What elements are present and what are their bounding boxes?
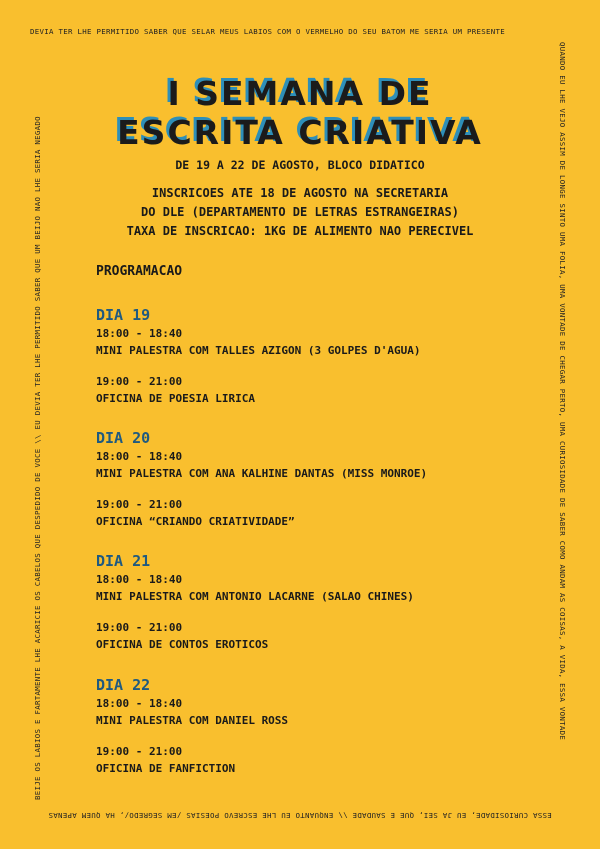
event-title: OFICINA DE FANFICTION — [96, 762, 236, 775]
registration-info-line-1: INSCRICOES ATE 18 DE AGOSTO NA SECRETARIA — [151, 186, 449, 200]
poster-title-line-1: I SEMANA DE — [167, 74, 433, 113]
poster-title-line-2: ESCRITA CRIATIVA — [117, 113, 483, 152]
event-time: 19:00 - 21:00 — [96, 498, 183, 511]
event-dates: DE 19 A 22 DE AGOSTO, BLOCO DIDATICO — [175, 158, 425, 172]
event-title: OFICINA DE CONTOS EROTICOS — [96, 638, 269, 651]
event-title: MINI PALESTRA COM DANIEL ROSS — [96, 714, 289, 727]
event-time: 19:00 - 21:00 — [96, 375, 183, 388]
program-heading: PROGRAMACAO — [96, 264, 183, 279]
day-block — [96, 305, 566, 407]
border-text-left: BEIJE OS LABIOS E FARTAMENTE LHE ACARICIE OS CABELOS QUE DESPEDIDO DE VOCE \\ EU DEVIA TER LHE PERMITIDO SABER QUE UM BEIJO NAO LHE SERIA NEGADO — [33, 116, 42, 800]
registration-info-line-2: DO DLE (DEPARTAMENTO DE LETRAS ESTRANGEIRAS) — [141, 205, 459, 219]
day-label: DIA 19 — [96, 306, 151, 324]
day-block — [96, 551, 566, 653]
event-title: MINI PALESTRA COM ANTONIO LACARNE (SALAO CHINES) — [96, 590, 414, 603]
day-label: DIA 20 — [96, 429, 151, 447]
day-block — [96, 428, 566, 530]
event-time: 18:00 - 18:40 — [96, 573, 183, 586]
day-label: DIA 22 — [96, 676, 151, 694]
event-title: OFICINA “CRIANDO CRIATIVIDADE” — [96, 515, 295, 528]
event-title: MINI PALESTRA COM ANA KALHINE DANTAS (MISS MONROE) — [96, 467, 428, 480]
registration-fee: TAXA DE INSCRICAO: 1KG DE ALIMENTO NAO PERECIVEL — [126, 224, 474, 238]
event-title: MINI PALESTRA COM TALLES AZIGON (3 GOLPES D'AGUA) — [96, 344, 421, 357]
border-text-right: QUANDO EU LHE VEJO ASSIM DE LONGE SINTO UMA FOLIA, UMA VONTADE DE CHEGAR PERTO, UMA CURIOSIDADE DE SABER COMO ANDAM AS COISAS, A VIDA, ESSA VONTADE — [558, 42, 567, 741]
day-label: DIA 21 — [96, 552, 151, 570]
event-time: 18:00 - 18:40 — [96, 450, 183, 463]
event-time: 18:00 - 18:40 — [96, 327, 183, 340]
border-text-bottom: ESSA CURIOSIDADE, EU JA SEI, QUE E SAUDADE \\ ENQUANTO EU LHE ESCREVO POESIAS /EM SEGREDO/, HA QUEM APENAS — [48, 811, 552, 820]
event-title: OFICINA DE POESIA LIRICA — [96, 392, 255, 405]
event-time: 18:00 - 18:40 — [96, 697, 183, 710]
day-block — [96, 675, 566, 777]
event-time: 19:00 - 21:00 — [96, 745, 183, 758]
border-text-top: DEVIA TER LHE PERMITIDO SABER QUE SELAR MEUS LABIOS COM O VERMELHO DO SEU BATOM ME SERIA UM PRESENTE — [30, 27, 505, 36]
event-time: 19:00 - 21:00 — [96, 621, 183, 634]
